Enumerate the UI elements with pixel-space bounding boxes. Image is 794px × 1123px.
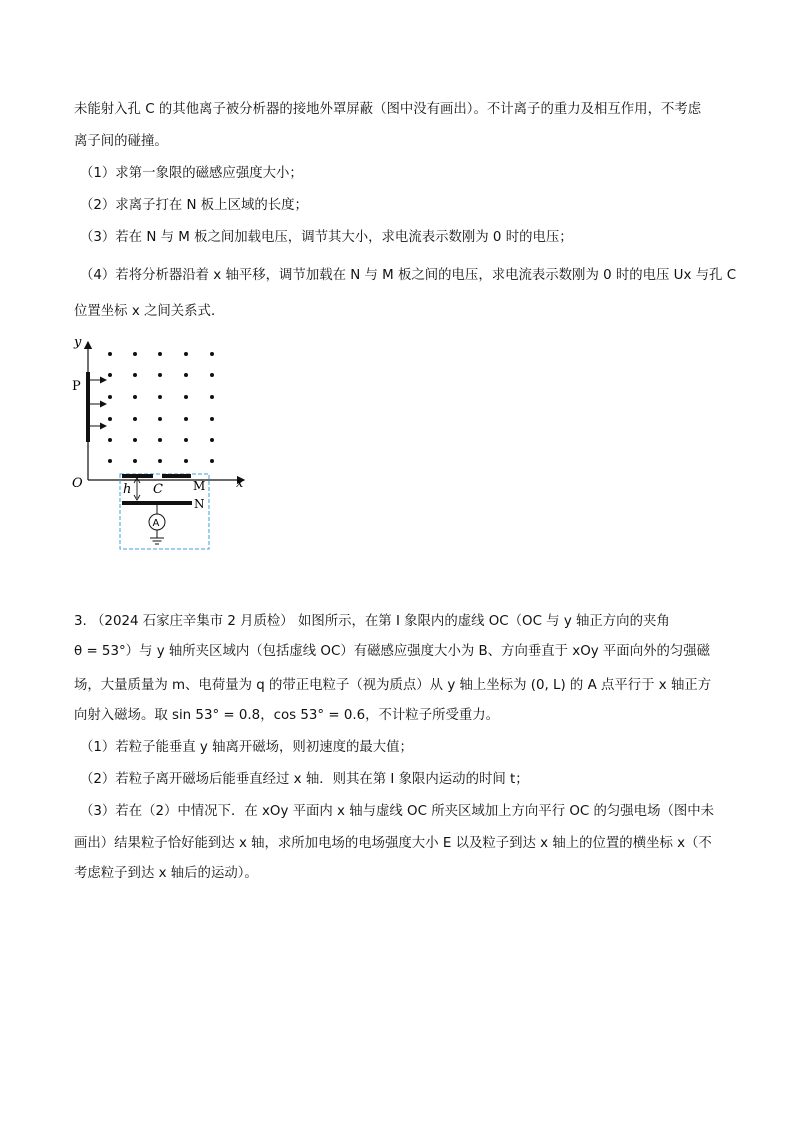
q3-subquestion-1: （1）若粒子能垂直 y 轴离开磁场，则初速度的最大值； xyxy=(80,740,413,755)
gap-h-label: h xyxy=(123,482,132,497)
y-axis-label: y xyxy=(74,335,82,350)
q3-subquestion-2: （2）若粒子离开磁场后能垂直经过 x 轴．则其在第 I 象限内运动的时间 t； xyxy=(80,772,529,787)
q3-subquestion-3-line-3: 考虑粒子到达 x 轴后的运动）。 xyxy=(74,866,258,881)
q2-text-line-2: 离子间的碰撞。 xyxy=(74,134,168,149)
plate-m-label: M xyxy=(193,479,206,493)
q3-subquestion-3-line-1: （3）若在（2）中情况下．在 xOy 平面内 x 轴与虚线 OC 所夹区域加上方向平行 OC 的匀强电场（图中未 xyxy=(80,804,715,819)
plate-m-left xyxy=(122,474,153,478)
ammeter-label: A xyxy=(152,518,160,529)
q3-subquestion-3-line-2: 画出）结果粒子恰好能到达 x 轴，求所加电场的电场强度大小 E 以及粒子到达 x 轴上的位置的横坐标 x（不 xyxy=(74,836,712,851)
physics-diagram xyxy=(66,330,256,560)
x-axis-label: x xyxy=(236,476,244,491)
plate-m-right xyxy=(162,474,191,478)
plate-n-label: N xyxy=(194,497,205,511)
magnetic-field-dots xyxy=(108,352,214,463)
q2-text-line-1: 未能射入孔 C 的其他离子被分析器的接地外罩屏蔽（图中没有画出）。不计离子的重力及相互作用，不考虑 xyxy=(74,102,702,117)
q2-subquestion-4-line-2: 位置坐标 x 之间关系式． xyxy=(74,304,225,319)
plate-p xyxy=(86,372,90,442)
q3-text-line-1: 3. （2024 石家庄辛集市 2 月质检） 如图所示，在第 I 象限内的虚线 OC（OC 与 y 轴正方向的夹角 xyxy=(74,614,670,629)
q2-subquestion-3: （3）若在 N 与 M 板之间加载电压，调节其大小，求电流表示数刚为 0 时的电压； xyxy=(80,230,573,245)
ground-icon xyxy=(150,538,164,544)
q3-text-line-3: 场，大量质量为 m、电荷量为 q 的带正电粒子（视为质点）从 y 轴上坐标为 (0, L) 的 A 点平行于 x 轴正方 xyxy=(74,678,712,693)
q2-subquestion-2: （2）求离子打在 N 板上区域的长度； xyxy=(80,198,308,213)
hole-c-label: C xyxy=(153,482,163,497)
plate-n xyxy=(122,501,192,505)
origin-label: O xyxy=(72,476,83,491)
plate-p-label: P xyxy=(72,379,81,394)
q2-subquestion-4-line-1: （4）若将分析器沿着 x 轴平移，调节加载在 N 与 M 板之间的电压，求电流表示数刚为 0 时的电压 Ux 与孔 C xyxy=(80,268,737,283)
q2-subquestion-1: （1）求第一象限的磁感应强度大小； xyxy=(80,166,303,181)
q3-text-line-2: θ = 53°）与 y 轴所夹区域内（包括虚线 OC）有磁感应强度大小为 B、方向垂直于 xOy 平面向外的匀强磁 xyxy=(74,644,711,659)
q3-text-line-4: 向射入磁场。取 sin 53° = 0.8，cos 53° = 0.6，不计粒子所受重力。 xyxy=(74,708,500,723)
